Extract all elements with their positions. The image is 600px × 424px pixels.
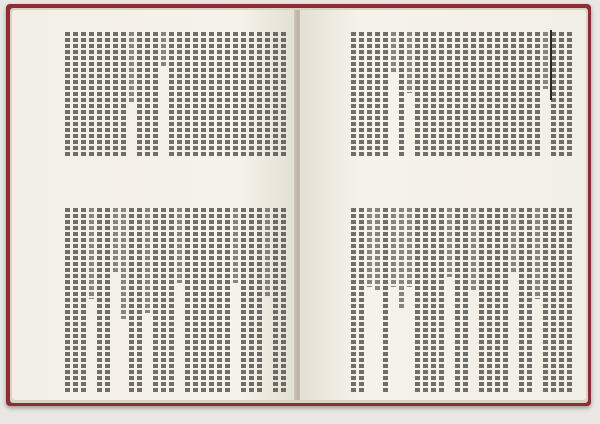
text-column bbox=[161, 32, 166, 67]
text-column bbox=[415, 208, 420, 393]
text-column bbox=[407, 208, 412, 287]
text-column bbox=[121, 32, 126, 157]
text-column bbox=[495, 32, 500, 157]
text-column bbox=[201, 32, 206, 157]
text-column bbox=[97, 208, 102, 393]
text-column bbox=[153, 208, 158, 393]
text-column bbox=[383, 208, 388, 393]
text-column bbox=[145, 208, 150, 313]
text-column bbox=[423, 208, 428, 393]
text-column bbox=[185, 32, 190, 157]
text-column bbox=[471, 32, 476, 157]
text-column bbox=[97, 32, 102, 157]
text-column bbox=[383, 32, 388, 157]
text-column bbox=[447, 32, 452, 157]
text-column bbox=[177, 208, 182, 283]
right-lower-text bbox=[351, 208, 572, 393]
text-column bbox=[169, 208, 174, 393]
text-column bbox=[105, 208, 110, 393]
text-column bbox=[391, 208, 396, 287]
text-column bbox=[265, 208, 270, 297]
text-column bbox=[495, 208, 500, 393]
text-column bbox=[89, 208, 94, 299]
text-column bbox=[249, 32, 254, 157]
text-column bbox=[487, 32, 492, 157]
text-column bbox=[503, 32, 508, 157]
text-column bbox=[399, 208, 404, 308]
text-column bbox=[281, 208, 286, 393]
text-column bbox=[567, 208, 572, 393]
text-column bbox=[65, 208, 70, 393]
text-column bbox=[129, 32, 134, 104]
text-column bbox=[551, 208, 556, 393]
text-column bbox=[89, 32, 94, 157]
text-column bbox=[257, 208, 262, 393]
text-column bbox=[527, 32, 532, 157]
text-column bbox=[201, 208, 206, 393]
text-column bbox=[543, 208, 548, 393]
text-column bbox=[137, 208, 142, 393]
text-column bbox=[273, 32, 278, 157]
text-column bbox=[375, 208, 380, 292]
text-column bbox=[439, 208, 444, 393]
text-column bbox=[511, 32, 516, 157]
text-column bbox=[193, 32, 198, 157]
text-column bbox=[81, 208, 86, 393]
text-column bbox=[225, 32, 230, 157]
text-column bbox=[455, 208, 460, 393]
text-column bbox=[479, 208, 484, 393]
text-column bbox=[153, 32, 158, 157]
text-column bbox=[217, 32, 222, 157]
text-column bbox=[121, 208, 126, 319]
text-column bbox=[503, 208, 508, 393]
text-column bbox=[233, 32, 238, 157]
text-column bbox=[447, 208, 452, 277]
text-column bbox=[145, 32, 150, 157]
text-column bbox=[455, 32, 460, 157]
text-column bbox=[129, 208, 134, 393]
text-column bbox=[257, 32, 262, 157]
text-column bbox=[217, 208, 222, 393]
text-column bbox=[359, 208, 364, 393]
right-section-heading bbox=[550, 30, 552, 100]
text-column bbox=[431, 32, 436, 157]
text-column bbox=[73, 208, 78, 393]
text-column bbox=[559, 208, 564, 393]
text-column bbox=[479, 32, 484, 157]
text-column bbox=[391, 32, 396, 73]
text-column bbox=[113, 208, 118, 273]
text-column bbox=[137, 32, 142, 157]
text-column bbox=[169, 32, 174, 157]
text-column bbox=[535, 208, 540, 299]
text-column bbox=[351, 32, 356, 157]
text-column bbox=[193, 208, 198, 393]
text-column bbox=[241, 32, 246, 157]
text-column bbox=[471, 208, 476, 291]
text-column bbox=[399, 32, 404, 157]
text-column bbox=[535, 32, 540, 157]
text-column bbox=[463, 208, 468, 393]
right-upper-text bbox=[351, 32, 572, 157]
text-column bbox=[423, 32, 428, 157]
text-column bbox=[559, 32, 564, 157]
text-column bbox=[281, 32, 286, 157]
text-column bbox=[265, 32, 270, 157]
text-column bbox=[527, 208, 532, 393]
text-column bbox=[511, 208, 516, 273]
text-column bbox=[567, 32, 572, 157]
text-column bbox=[439, 32, 444, 157]
right-page bbox=[300, 10, 586, 400]
text-column bbox=[177, 32, 182, 157]
text-column bbox=[105, 32, 110, 157]
text-column bbox=[543, 32, 548, 89]
text-column bbox=[209, 208, 214, 393]
text-column bbox=[519, 208, 524, 393]
text-column bbox=[367, 208, 372, 287]
text-column bbox=[359, 32, 364, 157]
text-column bbox=[249, 208, 254, 393]
left-lower-text bbox=[65, 208, 286, 393]
text-column bbox=[161, 208, 166, 393]
left-page bbox=[12, 10, 296, 400]
text-column bbox=[487, 208, 492, 393]
text-column bbox=[233, 208, 238, 283]
text-column bbox=[415, 32, 420, 157]
text-column bbox=[113, 32, 118, 157]
text-column bbox=[273, 208, 278, 393]
text-column bbox=[407, 32, 412, 93]
text-column bbox=[225, 208, 230, 393]
left-upper-text bbox=[65, 32, 286, 157]
text-column bbox=[81, 32, 86, 157]
text-column bbox=[185, 208, 190, 393]
text-column bbox=[431, 208, 436, 393]
text-column bbox=[367, 32, 372, 157]
text-column bbox=[209, 32, 214, 157]
text-column bbox=[73, 32, 78, 157]
text-column bbox=[351, 208, 356, 393]
text-column bbox=[519, 32, 524, 157]
text-column bbox=[65, 32, 70, 157]
text-column bbox=[375, 32, 380, 157]
text-column bbox=[241, 208, 246, 393]
text-column bbox=[463, 32, 468, 157]
